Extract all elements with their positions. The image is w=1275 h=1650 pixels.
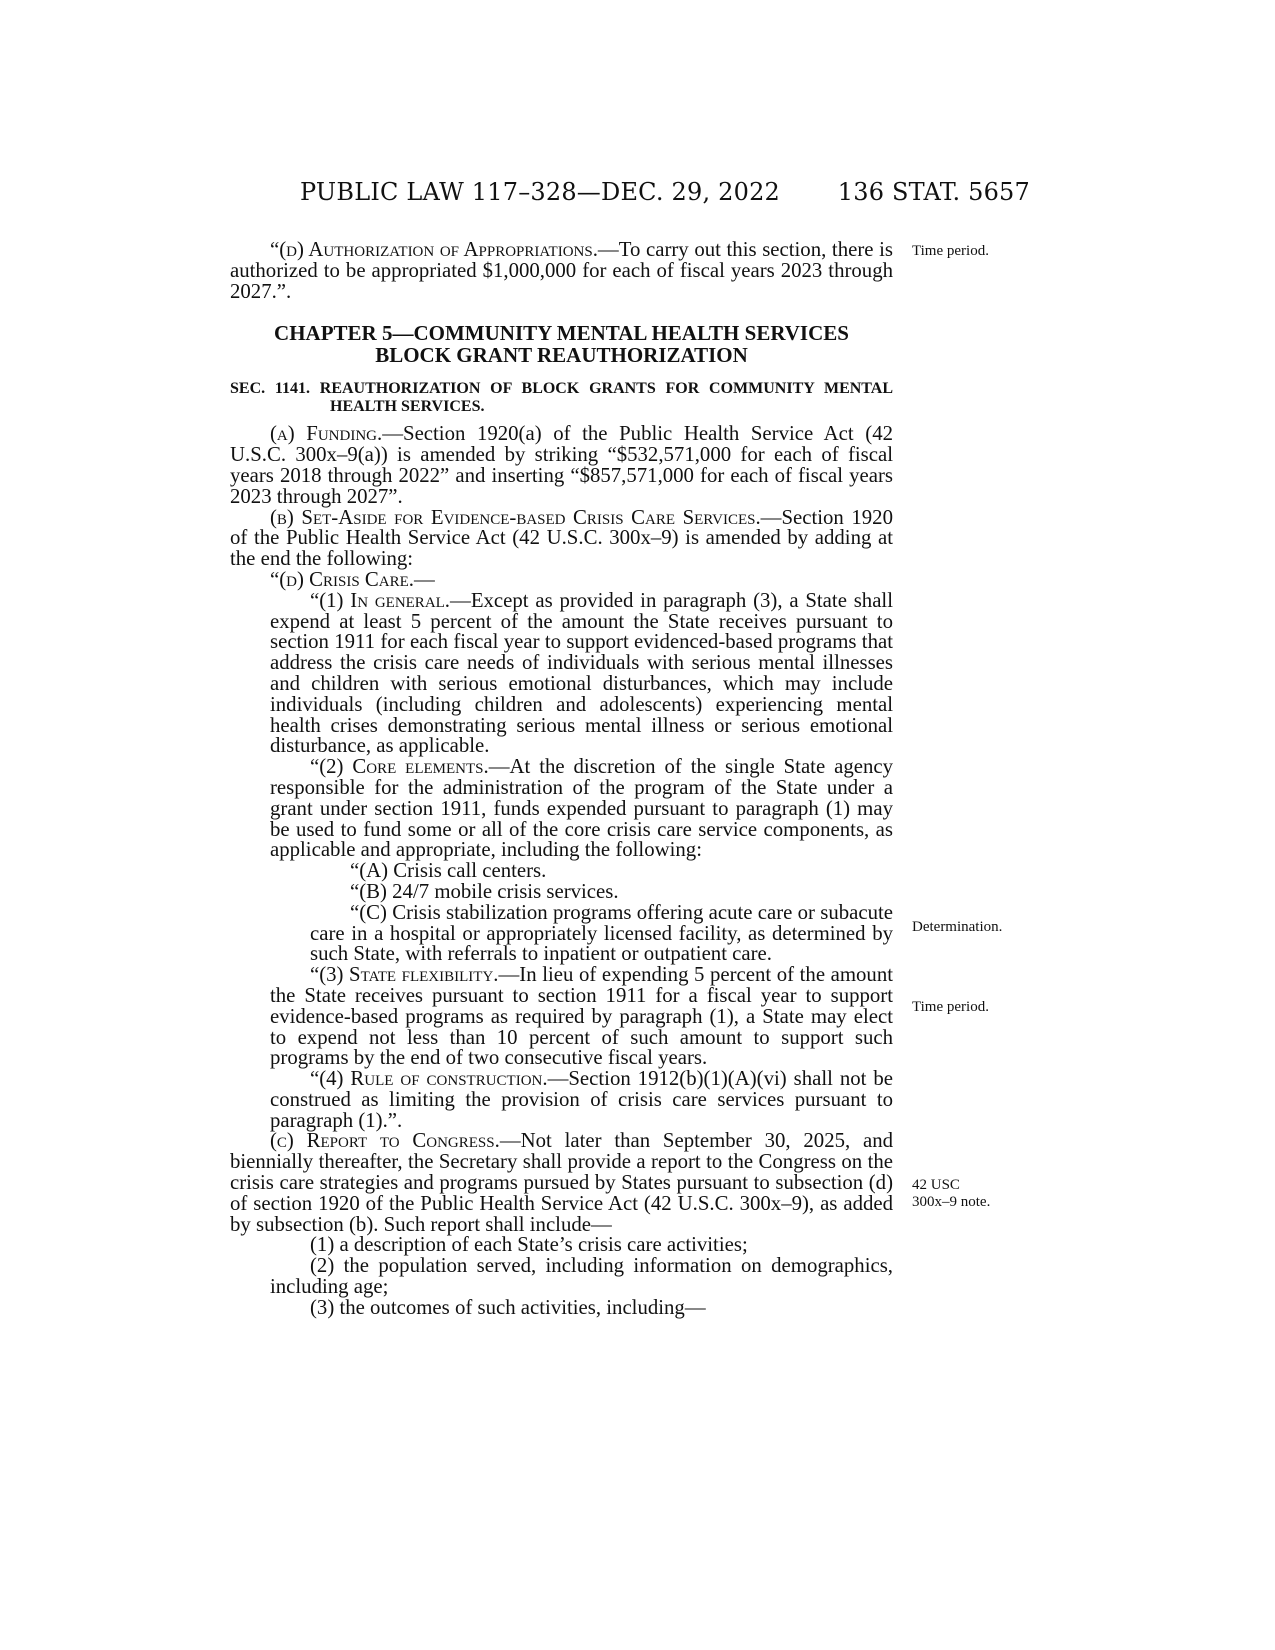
text-crisis-care: — bbox=[413, 567, 435, 591]
usc-line-1: 42 USC bbox=[912, 1177, 960, 1193]
page-number-stat: 136 STAT. 5657 bbox=[837, 178, 1030, 206]
heading-crisis-care: “(d) Crisis Care. bbox=[270, 567, 414, 591]
heading-1: “(1) In general. bbox=[310, 588, 451, 612]
text-2: —At the discretion of the single State agency responsible for the administration of the program of the State under a grant under section 1911, funds expended pursuant to paragraph (1) may be used to fund some or all of the core crisis care service components, as applicable and appropriate, including the following: bbox=[270, 755, 893, 862]
text-b: —Section 1920 of the Public Health Service Act (42 U.S.C. 300x–9) is amended by adding at the end the following: bbox=[230, 505, 893, 571]
paragraph-A: “(A) Crisis call centers. bbox=[350, 859, 547, 883]
list-item-c1: (1) a description of each State’s crisis care activities; bbox=[310, 1233, 748, 1257]
paragraph-b-set-aside bbox=[230, 505, 893, 571]
margin-note-usc-citation bbox=[912, 1177, 990, 1211]
paragraph-2-core-elements bbox=[230, 757, 893, 861]
text-c: —Not later than September 30, 2025, and biennially thereafter, the Secretary shall provide a report to the Congress on the crisis care strategies and programs pursued by States pursuant to subsection (d) of section 1920 of the Public Health Service Act (42 U.S.C. 300x–9), as added by subsection (b). Such report shall include— bbox=[230, 1129, 893, 1236]
paragraph-c-report bbox=[230, 1131, 893, 1235]
chapter-title bbox=[230, 322, 893, 366]
usc-line-2: 300x–9 note. bbox=[912, 1194, 991, 1210]
paragraph-3-state-flexibility bbox=[230, 965, 893, 1069]
paragraph-4-rule-of-construction bbox=[230, 1069, 893, 1131]
text-4: —Section 1912(b)(1)(A)(vi) shall not be construed as limiting the provision of crisis care services pursuant to paragraph (1).”. bbox=[270, 1067, 893, 1132]
heading-a: (a) Funding. bbox=[270, 422, 383, 446]
main-text-column bbox=[230, 240, 893, 1319]
heading-3: “(3) State flexibility. bbox=[310, 963, 499, 987]
heading-d: “(d) Authorization of Appropriations. bbox=[270, 238, 598, 261]
chapter-title-line-2: BLOCK GRANT REAUTHORIZATION bbox=[375, 343, 748, 368]
paragraph-B: “(B) 24/7 mobile crisis services. bbox=[350, 879, 619, 903]
paragraph-C: “(C) Crisis stabilization programs offering acute care or subacute care in a hospital or appropriately licensed facility, as determined by such State, with referrals to inpatient or outpatient care. bbox=[310, 900, 893, 966]
heading-c: (c) Report to Congress. bbox=[270, 1129, 500, 1153]
paragraph-1-in-general bbox=[230, 588, 893, 758]
chapter-title-line-1: CHAPTER 5—COMMUNITY MENTAL HEALTH SERVICES bbox=[274, 321, 849, 346]
heading-4: “(4) Rule of construction. bbox=[310, 1067, 548, 1091]
text-d: —To carry out this section, there is authorized to be appropriated $1,000,000 for each of fiscal years 2023 through 2027.”. bbox=[230, 238, 893, 303]
section-title: SEC. 1141. REAUTHORIZATION OF BLOCK GRANTS FOR COMMUNITY MENTAL HEALTH SERVICES. bbox=[230, 380, 893, 416]
heading-b: (b) Set-Aside for Evidence-based Crisis Care Services. bbox=[270, 505, 761, 529]
text-3: —In lieu of expending 5 percent of the amount the State receives pursuant to section 1911 for a fiscal year to support evidence-based programs as required by paragraph (1), a State may elect to expend not less than 10 percent of such amount to support such programs by the end of two consecutive fiscal years. bbox=[270, 963, 894, 1070]
paragraph-d-crisis-care bbox=[230, 567, 893, 591]
margin-note-time-period-2: Time period. bbox=[912, 999, 989, 1015]
margin-note-determination: Determination. bbox=[912, 919, 1003, 935]
paragraph-d-authorization bbox=[230, 240, 893, 302]
text-1: —Except as provided in paragraph (3), a State shall expend at least 5 percent of the amount the State receives pursuant to section 1911 for each fiscal year to support evidenced-based programs that address the crisis care needs of individuals with serious mental illnesses and children with serious emotional disturbances, which may include individuals (including children and adolescents) experiencing mental health crises demonstrating serious mental illness or serious emotional disturbance, as applicable. bbox=[270, 588, 893, 758]
margin-note-time-period-1: Time period. bbox=[912, 243, 989, 259]
heading-2: “(2) Core elements. bbox=[310, 755, 489, 779]
running-head-law: PUBLIC LAW 117–328—DEC. 29, 2022 bbox=[300, 178, 781, 206]
text-a: —Section 1920(a) of the Public Health Service Act (42 U.S.C. 300x–9(a)) is amended by striking “$532,571,000 for each of fiscal years 2018 through 2022” and inserting “$857,571,000 for each of fiscal years 2023 through 2027”. bbox=[230, 422, 893, 508]
paragraph-a-funding bbox=[230, 424, 893, 507]
list-item-c3: (3) the outcomes of such activities, including— bbox=[310, 1295, 706, 1319]
list-item-c2: (2) the population served, including information on demographics, including age; bbox=[270, 1254, 893, 1299]
